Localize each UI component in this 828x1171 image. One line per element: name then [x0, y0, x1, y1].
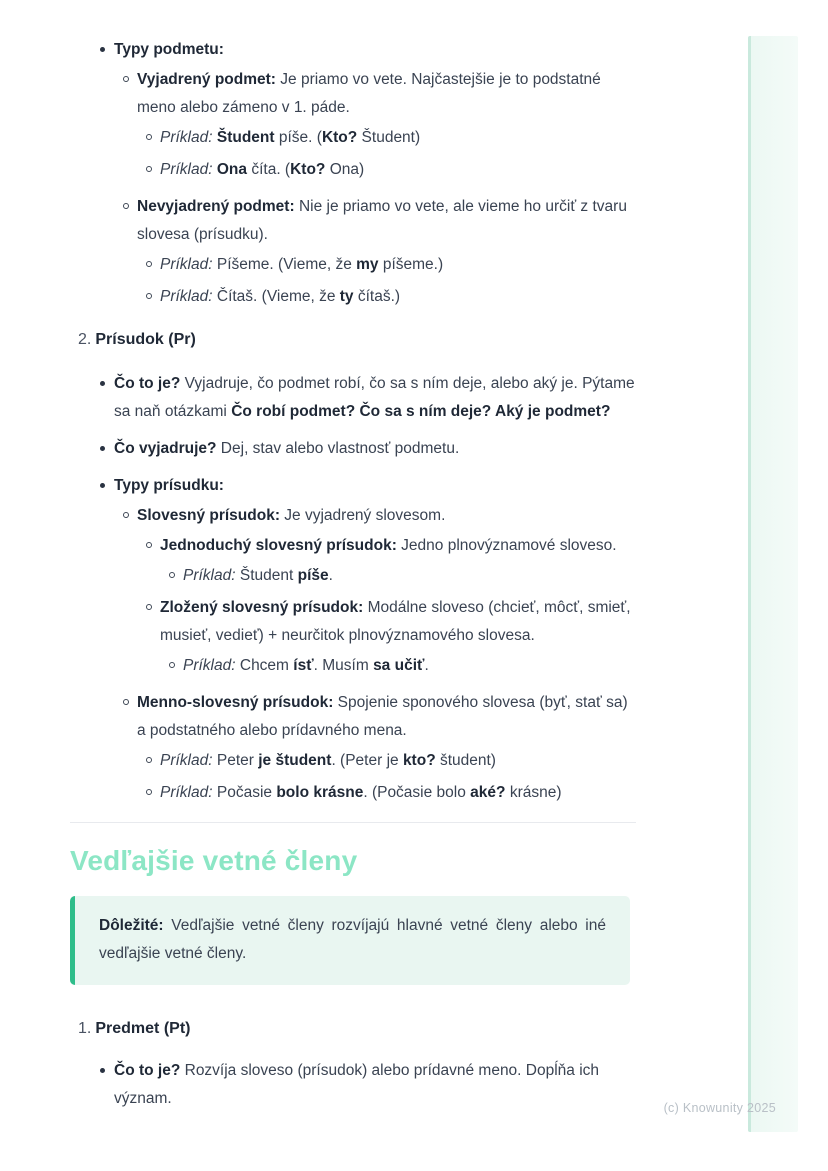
- text-segment: Kto?: [290, 161, 326, 178]
- text-segment: Príklad:: [183, 567, 236, 584]
- list-item: [160, 747, 636, 775]
- heading-title: Predmet (Pt): [95, 1020, 191, 1037]
- text-segment: Ona): [325, 161, 365, 178]
- list-item: [160, 251, 636, 279]
- list-item: [137, 193, 636, 311]
- text-segment: Spojenie sponového slovesa (byť, stať sa) a podstatného alebo prídavného mena.: [137, 694, 628, 739]
- text-segment: Typy prísudku:: [114, 477, 224, 494]
- bullet-list: [114, 1057, 636, 1113]
- text-segment: Študent: [235, 567, 298, 584]
- text-segment: Príklad:: [160, 129, 213, 146]
- text-segment: krásne): [505, 784, 562, 801]
- list-item-text: [160, 129, 420, 146]
- disc-bullet-icon: [100, 1068, 105, 1073]
- callout-text: [99, 912, 606, 968]
- text-segment: píše: [297, 567, 329, 584]
- bullet-list: [137, 66, 636, 311]
- text-segment: Zložený slovesný prísudok:: [160, 599, 364, 616]
- text-segment: my: [356, 256, 379, 273]
- list-item-text: [160, 256, 443, 273]
- list-item-text: [137, 694, 628, 739]
- text-segment: Menno-slovesný prísudok:: [137, 694, 334, 711]
- text-segment: Študent: [216, 129, 275, 146]
- text-segment: . (Peter je: [331, 752, 403, 769]
- list-item-text: [137, 71, 601, 116]
- text-segment: Rozvíja sloveso (prísudok) alebo prídavné meno. Dopĺňa ich význam.: [114, 1062, 600, 1107]
- text-segment: Dôležité:: [99, 917, 164, 934]
- circle-bullet-icon: [146, 166, 152, 172]
- text-segment: Peter: [212, 752, 259, 769]
- text-segment: Je priamo vo vete. Najčastejšie je to podstatné meno alebo zámeno v 1. páde.: [137, 71, 601, 116]
- text-segment: Príklad:: [160, 161, 213, 178]
- text-segment: bolo krásne: [276, 784, 364, 801]
- circle-bullet-icon: [146, 293, 152, 299]
- section-heading: Vedľajšie vetné členy: [70, 845, 358, 876]
- text-segment: Vyjadrený podmet:: [137, 71, 276, 88]
- text-segment: ty: [339, 288, 354, 305]
- circle-bullet-icon: [146, 542, 152, 548]
- list-item-text: [114, 41, 224, 58]
- list-item-text: [114, 440, 459, 457]
- circle-bullet-icon: [146, 261, 152, 267]
- list-item-text: [160, 752, 496, 769]
- text-segment: Príklad:: [160, 256, 213, 273]
- text-segment: študent): [435, 752, 496, 769]
- text-segment: Príklad:: [183, 657, 236, 674]
- text-segment: Študent): [357, 129, 421, 146]
- circle-bullet-icon: [169, 572, 175, 578]
- predmet-list: [70, 1057, 636, 1113]
- text-segment: Čo to je?: [114, 1062, 181, 1079]
- list-item-text: [114, 1062, 599, 1107]
- section-divider: [70, 822, 636, 823]
- podmet-types-list: [70, 36, 636, 311]
- heading-title: Prísudok (Pr): [95, 331, 196, 348]
- text-segment: Nie je priamo vo vete, ale vieme ho určiť z tvaru slovesa (prísudku).: [137, 198, 627, 243]
- list-item: [114, 36, 636, 311]
- list-item-text: [114, 477, 224, 494]
- bullet-list: [183, 652, 636, 680]
- text-segment: Je vyjadrený slovesom.: [279, 507, 446, 524]
- circle-bullet-icon: [169, 662, 175, 668]
- text-segment: aké?: [470, 784, 506, 801]
- text-segment: Čo to je?: [114, 375, 181, 392]
- text-segment: .: [424, 657, 429, 674]
- list-item: [137, 689, 636, 807]
- list-item-text: [160, 288, 400, 305]
- text-segment: Jedno plnovýznamové sloveso.: [396, 537, 617, 554]
- list-item: [183, 562, 636, 590]
- circle-bullet-icon: [123, 203, 129, 209]
- text-segment: ísť: [293, 657, 314, 674]
- heading-number: 1.: [78, 1020, 92, 1037]
- bullet-list: [160, 251, 636, 311]
- text-segment: Čo vyjadruje?: [114, 440, 217, 457]
- bullet-list: [160, 747, 636, 807]
- list-item: [160, 594, 636, 680]
- bullet-list: [160, 532, 636, 680]
- circle-bullet-icon: [146, 604, 152, 610]
- text-segment: Vyjadruje, čo podmet robí, čo sa s ním deje, alebo aký je. Pýtame sa naň otázkami: [114, 375, 635, 420]
- text-segment: sa učiť: [373, 657, 425, 674]
- list-item: [137, 502, 636, 680]
- circle-bullet-icon: [146, 134, 152, 140]
- list-item-text: [160, 599, 631, 644]
- text-segment: Čítaš. (Vieme, že: [212, 288, 340, 305]
- list-item: [183, 652, 636, 680]
- text-segment: Slovesný prísudok:: [137, 507, 280, 524]
- circle-bullet-icon: [146, 757, 152, 763]
- list-item: [114, 435, 636, 463]
- text-segment: . (Počasie bolo: [363, 784, 471, 801]
- bullet-list: [114, 370, 636, 807]
- circle-bullet-icon: [123, 699, 129, 705]
- text-segment: Dej, stav alebo vlastnosť podmetu.: [216, 440, 460, 457]
- text-segment: Vedľajšie vetné členy rozvíjajú hlavné vetné členy alebo iné vedľajšie vetné členy.: [99, 917, 606, 962]
- disc-bullet-icon: [100, 446, 105, 451]
- numbered-heading-prisudok: [78, 326, 636, 354]
- list-item: [114, 370, 636, 426]
- numbered-heading-predmet: [78, 1015, 636, 1043]
- text-segment: .: [328, 567, 333, 584]
- text-segment: Kto?: [321, 129, 358, 146]
- text-segment: píše. (: [274, 129, 322, 146]
- text-segment: Príklad:: [160, 784, 213, 801]
- bullet-list: [160, 124, 636, 184]
- important-callout: [70, 896, 630, 985]
- list-item-text: [137, 198, 627, 243]
- text-segment: Počasie: [212, 784, 277, 801]
- text-segment: píšeme.): [378, 256, 444, 273]
- circle-bullet-icon: [123, 512, 129, 518]
- list-item: [114, 1057, 636, 1113]
- circle-bullet-icon: [123, 76, 129, 82]
- bullet-list: [114, 36, 636, 311]
- copyright-footer: (c) Knowunity 2025: [663, 1101, 776, 1115]
- text-segment: je študent: [258, 752, 332, 769]
- list-item: [160, 779, 636, 807]
- text-segment: čítaš.): [353, 288, 401, 305]
- list-item: [137, 66, 636, 184]
- prisudok-list: [70, 370, 636, 807]
- list-item: [114, 472, 636, 807]
- heading-number: 2.: [78, 331, 92, 348]
- disc-bullet-icon: [100, 47, 105, 52]
- text-segment: Čo robí podmet? Čo sa s ním deje? Aký je podmet?: [231, 403, 611, 420]
- circle-bullet-icon: [146, 789, 152, 795]
- list-item: [160, 124, 636, 152]
- text-segment: kto?: [402, 752, 436, 769]
- text-segment: . Musím: [313, 657, 374, 674]
- text-segment: Jednoduchý slovesný prísudok:: [160, 537, 397, 554]
- bullet-list: [183, 562, 636, 590]
- list-item-text: [160, 784, 562, 801]
- bullet-list: [137, 502, 636, 807]
- text-segment: Typy podmetu:: [114, 41, 224, 58]
- disc-bullet-icon: [100, 483, 105, 488]
- text-segment: Príklad:: [160, 288, 213, 305]
- list-item-text: [183, 567, 333, 584]
- list-item: [160, 156, 636, 184]
- list-item-text: [160, 537, 617, 554]
- text-segment: Píšeme. (Vieme, že: [212, 256, 357, 273]
- text-segment: číta. (: [247, 161, 291, 178]
- list-item-text: [137, 507, 445, 524]
- page-content: [70, 36, 636, 1113]
- text-segment: Chcem: [235, 657, 294, 674]
- text-segment: Príklad:: [160, 752, 213, 769]
- list-item-text: [183, 657, 429, 674]
- list-item-text: [114, 375, 635, 420]
- list-item: [160, 283, 636, 311]
- list-item: [160, 532, 636, 590]
- text-segment: Ona: [216, 161, 248, 178]
- text-segment: Modálne sloveso (chcieť, môcť, smieť, musieť, vedieť) + neurčitok plnovýznamového slovesa.: [160, 599, 631, 644]
- disc-bullet-icon: [100, 381, 105, 386]
- page-edge-strip: [748, 36, 798, 1132]
- list-item-text: [160, 161, 364, 178]
- text-segment: Nevyjadrený podmet:: [137, 198, 295, 215]
